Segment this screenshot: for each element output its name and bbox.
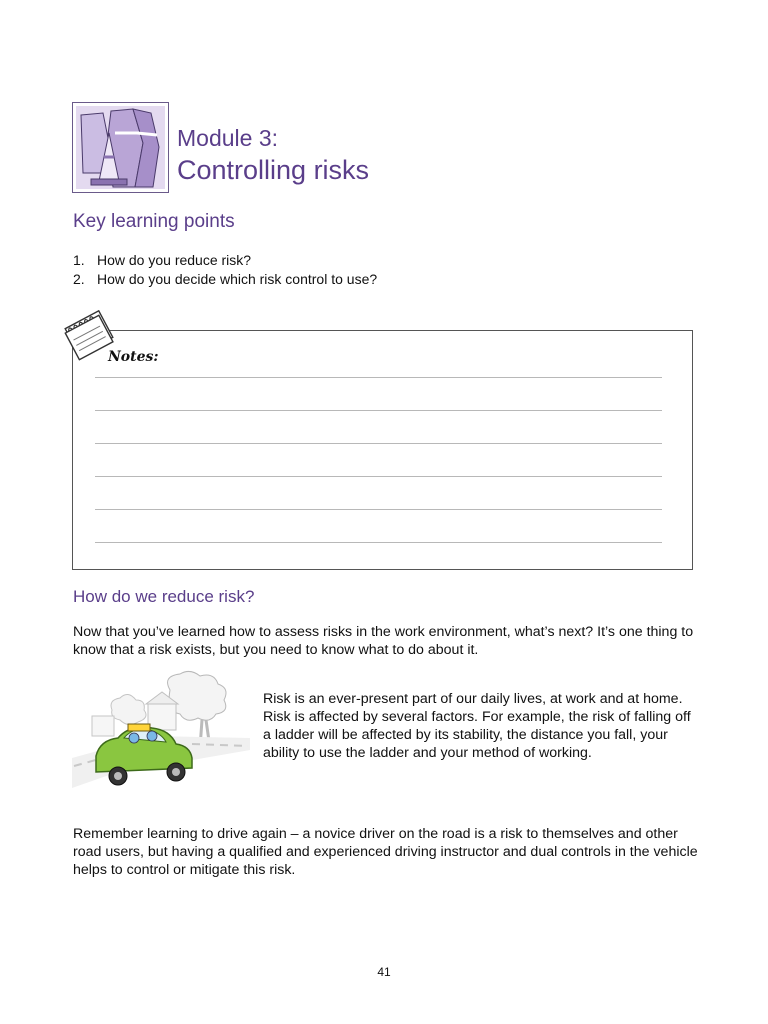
note-line	[95, 377, 662, 378]
list-item	[73, 251, 377, 270]
note-line	[95, 542, 662, 543]
page-title: Controlling risks	[177, 155, 370, 185]
driving-paragraph: Remember learning to drive again – a novice driver on the road is a risk to themselves and other road users, but having a qualified and experienced driving instructor and dual controls in the vehicle helps to control or mitigate this risk.	[73, 826, 698, 878]
car-icon	[72, 670, 250, 805]
risk-paragraph: Risk is an ever-present part of our daily lives, at work and at home. Risk is affected by several factors. For example, the risk of falling off a ladder will be affected by its stability, the distance you fall, your ability to use the ladder and your method of working.	[263, 691, 691, 761]
key-learning-list	[73, 251, 377, 289]
module-header-image	[72, 102, 169, 193]
module-number: Module 3:	[177, 125, 279, 151]
list-item-text: How do you reduce risk?	[97, 252, 252, 268]
learner-car-illustration	[72, 670, 250, 805]
section-heading: How do we reduce risk?	[73, 587, 255, 606]
list-item-text: How do you decide which risk control to use?	[97, 271, 378, 287]
key-learning-heading: Key learning points	[73, 211, 235, 232]
list-item	[73, 270, 377, 289]
notes-label: Notes:	[108, 349, 159, 365]
intro-paragraph: Now that you’ve learned how to assess risks in the work environment, what’s next? It’s one thing to know that a risk exists, but you need to know what to do about it.	[73, 624, 694, 658]
safety-cones-icon	[73, 103, 168, 192]
list-item-number: 1.	[73, 252, 85, 268]
list-item-number: 2.	[73, 271, 85, 287]
note-line	[95, 476, 662, 477]
note-line	[95, 410, 662, 411]
page-number: 41	[377, 965, 391, 979]
notes-box	[72, 330, 693, 570]
note-line	[95, 443, 662, 444]
note-line	[95, 509, 662, 510]
